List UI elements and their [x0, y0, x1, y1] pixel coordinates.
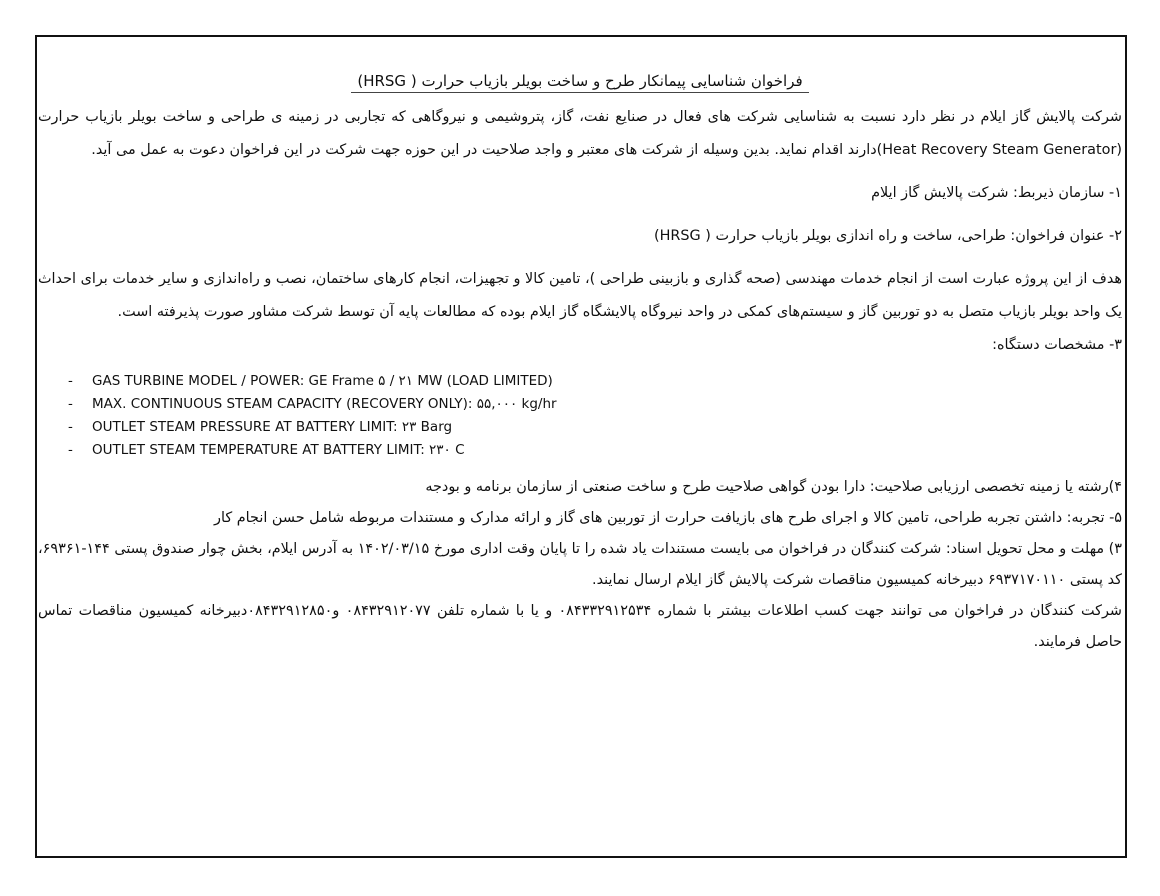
bullet-dash: -	[68, 419, 73, 435]
spec-item: - GAS TURBINE MODEL / POWER: GE Frame ۵ / ۲۱ MW (LOAD LIMITED)	[68, 370, 1122, 393]
intro-paragraph: شرکت پالایش گاز ایلام در نظر دارد نسبت به شناسایی شرکت های فعال در صنایع نفت، گاز، پتروشیمی و نیروگاهی که تجاربی در زمینه ی طراحی و ساخت بویلر بازیاب حرارت (Heat Recovery Steam Generator)دارند اقدام نماید. بدین وسیله از شرکت های معتبر و واجد صلاحیت در این حوزه جهت شرکت در این فراخوان دعوت به عمل می آید.	[38, 109, 1122, 158]
contact-paragraph: شرکت کنندگان در فراخوان می توانند جهت کسب اطلاعات بیشتر با شماره ۰۸۴۳۳۲۹۱۲۵۳۴ و یا با شماره تلفن ۰۸۴۳۲۹۱۲۰۷۷ و۰۸۴۳۲۹۱۲۸۵۰دبیرخانه کمیسیون مناقصات تماس حاصل فرمایند.	[38, 603, 1122, 650]
document-body	[38, 72, 1122, 658]
item-deadline: ۳) مهلت و محل تحویل اسناد: شرکت کنندگان در فراخوان می بایست مستندات یاد شده را تا پایان وقت اداری مورخ ۱۴۰۲/۰۳/۱۵ به آدرس ایلام، بخش چوار صندوق پستی ۱۴۴-۶۹۳۶۱، کد پستی ۶۹۳۷۱۷۰۱۱۰ دبیرخانه کمیسیون مناقصات شرکت پالایش گاز ایلام ارسال نمایند.	[38, 541, 1122, 588]
spec-list	[38, 370, 1122, 462]
item-qualification: ۴)رشته یا زمینه تخصصی ارزیابی صلاحیت: دارا بودن گواهی صلاحیت طرح و ساخت صنعتی از سازمان برنامه و بودجه	[425, 479, 1122, 495]
item-call-title: ۲- عنوان فراخوان: طراحی، ساخت و راه اندازی بویلر بازیاب حرارت ( HRSG)	[653, 228, 1122, 244]
document-title: فراخوان شناسایی پیمانکار طرح و ساخت بویلر بازیاب حرارت ( HRSG)	[351, 72, 808, 93]
goal-paragraph: هدف از این پروژه عبارت است از انجام خدمات مهندسی (صحه گذاری و بازبینی طراحی )، تامین کالا و تجهیزات، انجام کارهای ساختمان، نصب و راه‌اندازی و سایر خدمات برای احداث یک واحد بویلر بازیاب متصل به دو توربین گاز و سیستم‌های کمکی در واحد نیروگاه پالایشگاه گاز ایلام بوده که مطالعات پایه آن توسط شرکت مشاور صورت پذیرفته است.	[38, 271, 1122, 320]
title-wrap	[38, 72, 1122, 93]
bullet-dash: -	[68, 396, 73, 412]
item-specs-heading: ۳- مشخصات دستگاه:	[992, 337, 1122, 353]
spec-item: - MAX. CONTINUOUS STEAM CAPACITY (RECOVERY ONLY): ۵۵,۰۰۰ kg/hr	[68, 393, 1122, 416]
bullet-dash: -	[68, 442, 73, 458]
spec-item: - OUTLET STEAM TEMPERATURE AT BATTERY LIMIT: ۲۳۰ C	[68, 439, 1122, 462]
item-organization: ۱- سازمان ذیربط: شرکت پالایش گاز ایلام	[871, 185, 1122, 201]
item-experience: ۵- تجربه: داشتن تجربه طراحی، تامین کالا و اجرای طرح های بازیافت حرارت از توربین های گاز و ارائه مدارک و مستندات مربوطه شامل حسن انجام کار	[214, 510, 1122, 526]
spec-item: - OUTLET STEAM PRESSURE AT BATTERY LIMIT: ۲۳ Barg	[68, 416, 1122, 439]
bullet-dash: -	[68, 373, 73, 389]
